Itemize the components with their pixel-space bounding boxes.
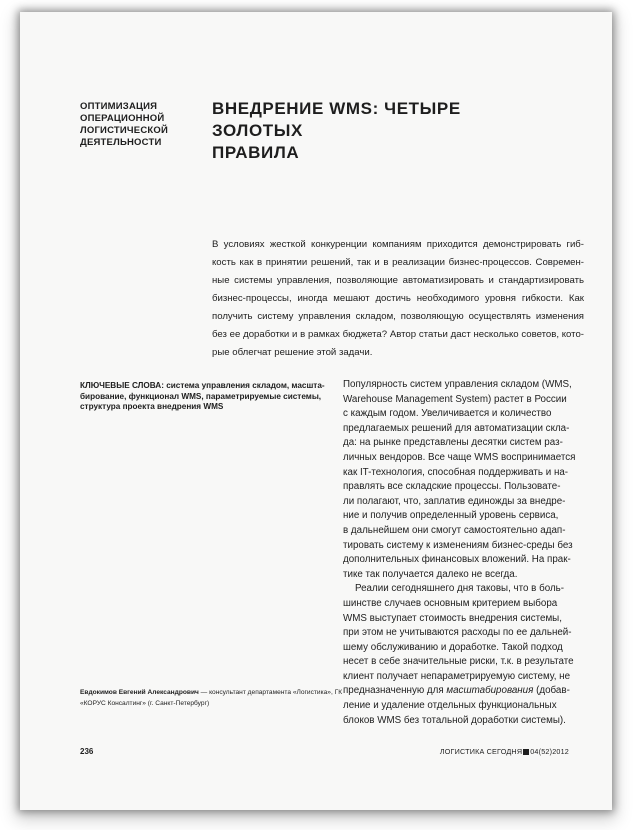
body-line: да: на рынке представлены десятки систем раз-: [343, 437, 563, 449]
lead-line: рые облегчат решение этой задачи.: [212, 347, 373, 358]
author-note: [80, 688, 343, 709]
body-line: шему обслуживанию и доработке. Такой подход: [343, 641, 563, 653]
section-label-line: ЛОГИСТИЧЕСКОЙ: [80, 125, 169, 136]
body-line: [343, 684, 588, 699]
body-line: с каждым годом. Увеличивается и количество: [343, 408, 552, 420]
journal-issue: 04(52)2012: [530, 747, 569, 756]
body-line: ние и получив определенный уровень сервиса,: [343, 510, 559, 522]
keywords-line: структура проекта внедрения WMS: [80, 402, 224, 411]
body-line: несет в себе значительные риски, т.к. в результате: [343, 656, 574, 668]
article-title: [212, 98, 552, 164]
section-label-line: ОПЕРАЦИОННОЙ: [80, 113, 165, 124]
lead-line: ные системы управления, позволяющие автоматизировать и стандартизировать: [212, 275, 584, 286]
body-line: правлять все складские процессы. Пользовате-: [343, 481, 561, 493]
section-label-line: ОПТИМИЗАЦИЯ: [80, 101, 158, 112]
body-line: Популярность систем управления складом (WMS,: [343, 379, 572, 390]
body-line: дополнительных финансовых вложений. На прак-: [343, 554, 571, 566]
square-bullet-icon: [523, 749, 529, 755]
body-line: при этом не учитываются расходы по ее дальней-: [343, 627, 572, 639]
body-line: блоков WMS без тотальной доработки системы).: [343, 714, 566, 726]
body-text-emphasis: масштабирования: [446, 685, 534, 697]
body-line: клиент получает непараметрируемую систему, не: [343, 670, 571, 682]
lead-line: кость как в принятии решений, так и в реализации бизнес-процессов. Современ-: [212, 257, 584, 268]
body-line: предлагаемых решений для автоматизации скла-: [343, 422, 570, 434]
author-name: Евдокимов Евгений Александрович: [80, 689, 199, 696]
keywords-line: КЛЮЧЕВЫЕ СЛОВА: система управления складом, масшта-: [80, 381, 325, 390]
article-title-line: ПРАВИЛА: [212, 143, 300, 162]
author-description: — консультант департамента «Логистика», ГК: [198, 689, 343, 696]
body-text-fragment: предназначенную для: [343, 685, 447, 697]
body-line: Warehouse Management System) растет в России: [343, 393, 567, 405]
lead-line: бизнес-процессы, иногда мешают достичь необходимого уровня гибкости. Как: [212, 293, 584, 304]
article-lead: [212, 236, 584, 362]
article-title-line: ВНЕДРЕНИЕ WMS: ЧЕТЫРЕ ЗОЛОТЫХ: [212, 99, 461, 140]
body-line: Реалии сегодняшнего дня таковы, что в боль-: [355, 583, 565, 595]
lead-line: получить систему управления складом, позволяющую осуществлять изменения: [212, 311, 584, 322]
body-line: как IT-технология, способная поддерживать и на-: [343, 466, 569, 478]
body-line: шинстве случаев основным критерием выбора: [343, 597, 558, 609]
author-line: [80, 688, 343, 699]
lead-line: В условиях жесткой конкуренции компаниям приходится демонстрировать гиб-: [212, 239, 584, 250]
journal-name: ЛОГИСТИКА СЕГОДНЯ: [439, 747, 523, 756]
body-line: личных вендоров. Все чаще WMS воспринимается: [343, 451, 576, 463]
body-line: ление и удаление отдельных функциональных: [343, 700, 557, 712]
section-label-line: ДЕЯТЕЛЬНОСТИ: [80, 137, 162, 148]
body-line: тике так получается далеко не всегда.: [343, 568, 518, 580]
body-line: ли полагают, что, заплатив единожды за внедре-: [343, 495, 566, 507]
section-label: [80, 101, 190, 149]
page-number: 236: [80, 747, 94, 756]
lead-line: без ее доработки и в рамках бюджета? Автор статьи даст несколько советов, кото-: [212, 329, 584, 340]
article-body: [343, 378, 588, 728]
body-line: тировать систему к изменениям бизнес-среды без: [343, 539, 573, 551]
body-line: в дальнейшем они смогут самостоятельно адап-: [343, 524, 566, 536]
journal-footer: [440, 747, 569, 756]
keywords-block: [80, 381, 325, 413]
body-line: WMS выступает стоимость внедрения системы,: [343, 612, 562, 624]
keywords-line: бирование, функционал WMS, параметрируемые системы,: [80, 391, 322, 401]
body-text-fragment: (добав-: [533, 685, 570, 697]
magazine-page: [20, 12, 612, 810]
author-line: «КОРУС Консалтинг» (г. Санкт-Петербург): [80, 699, 210, 707]
